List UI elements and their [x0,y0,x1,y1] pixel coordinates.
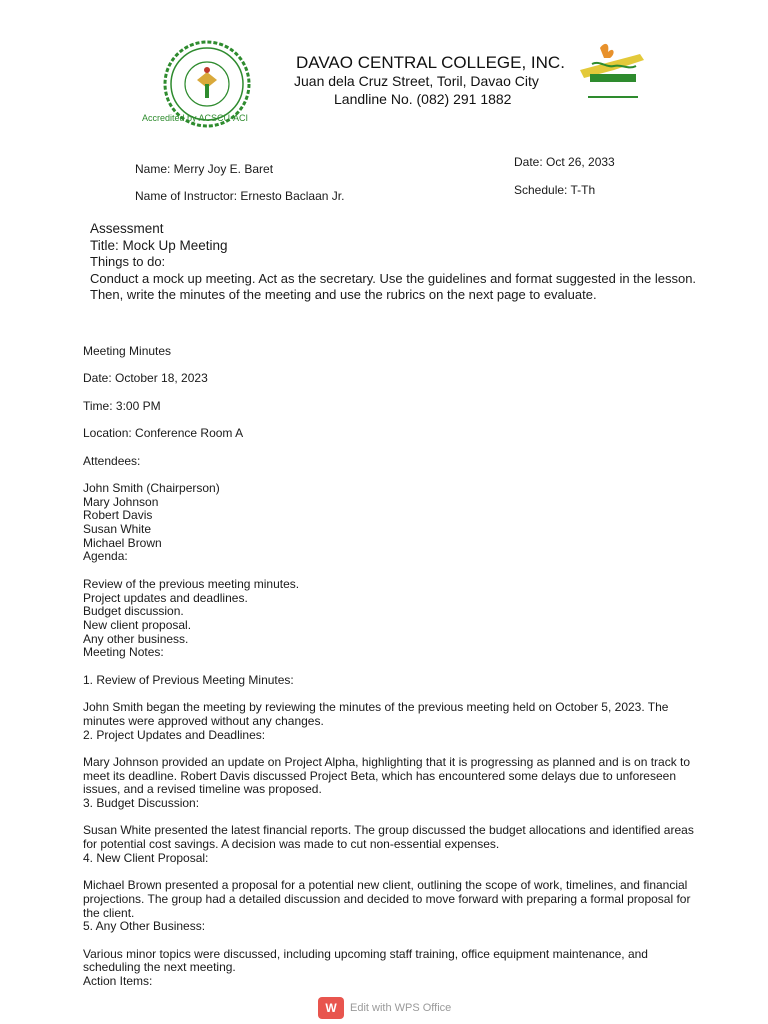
section-heading: 1. Review of Previous Meeting Minutes: [83,672,294,687]
cela-logo [570,40,656,108]
attendee-item: Robert Davis [83,508,153,523]
section-heading: 4. New Client Proposal: [83,850,209,865]
things-to-do-label: Things to do: [90,254,166,269]
agenda-item: Any other business. [83,631,189,646]
student-name: Name: Merry Joy E. Baret [135,162,274,176]
section-body: Susan White presented the latest financial reports. The group discussed the budget allocations and identified areas for potential cost savings. A decision was made to cut non-essential expenses. [83,823,694,852]
minutes-date: Date: October 18, 2023 [83,371,208,386]
wps-edit-text: Edit with WPS Office [350,1002,452,1014]
wps-logo-icon: W [318,997,344,1019]
wps-watermark[interactable] [318,996,451,1020]
attendee-item: Susan White [83,522,152,537]
assessment-heading: Assessment [90,221,164,236]
section-body: Mary Johnson provided an update on Project Alpha, highlighting that it is progressing as planned and is on track to meet its deadline. Robert Davis discussed Project Beta, which has encountered some delays due to unforeseen issues, and a revised timeline was proposed. [83,754,691,797]
school-name: DAVAO CENTRAL COLLEGE, INC. [296,53,565,72]
assessment-instructions: Conduct a mock up meeting. Act as the secretary. Use the guidelines and format suggested in the lesson. Then, write the minutes of the meeting and use the rubrics on the next page to evaluate. [90,270,697,302]
schedule-field: Schedule: T-Th [514,183,596,197]
section-body: Various minor topics were discussed, including upcoming staff training, office equipment maintenance, and scheduling the next meeting. [83,946,648,975]
attendee-item: John Smith (Chairperson) [83,480,220,495]
agenda-item: Review of the previous meeting minutes. [83,576,300,591]
section-body: Michael Brown presented a proposal for a potential new client, outlining the scope of work, timelines, and financial projections. The group had a detailed discussion and decided to move forward with preparing a formal proposal for the client. [83,878,691,920]
meeting-minutes [83,345,703,1003]
agenda-item: New client proposal. [83,617,192,632]
meeting-notes-label: Meeting Notes: [83,645,164,660]
section-heading: 2. Project Updates and Deadlines: [83,727,266,742]
section-body: John Smith began the meeting by reviewing the minutes of the previous meeting held on October 5, 2023. The minutes were approved without any changes. [83,700,669,728]
attendee-item: Michael Brown [83,535,162,550]
section-heading: 5. Any Other Business: [83,919,206,934]
instructor-name: Name of Instructor: Ernesto Baclaan Jr. [135,189,345,203]
accreditation-text: Accredited by ACSCU-ACI [142,113,249,123]
school-address: Juan dela Cruz Street, Toril, Davao City [294,73,539,89]
section-heading: 3. Budget Discussion: [83,796,200,811]
attendees-label: Attendees: [83,453,141,468]
action-items-label: Action Items: [83,974,153,989]
assessment-block [90,221,700,304]
agenda-item: Project updates and deadlines. [83,590,248,605]
minutes-time: Time: 3:00 PM [83,398,161,413]
agenda-item: Budget discussion. [83,604,184,619]
school-landline: Landline No. (082) 291 1882 [334,91,512,107]
attendee-item: Mary Johnson [83,494,159,509]
minutes-location: Location: Conference Room A [83,426,244,441]
assessment-title: Title: Mock Up Meeting [90,237,228,253]
date-field: Date: Oct 26, 2033 [514,155,615,169]
minutes-title: Meeting Minutes [83,344,172,358]
agenda-label: Agenda: [83,549,128,564]
